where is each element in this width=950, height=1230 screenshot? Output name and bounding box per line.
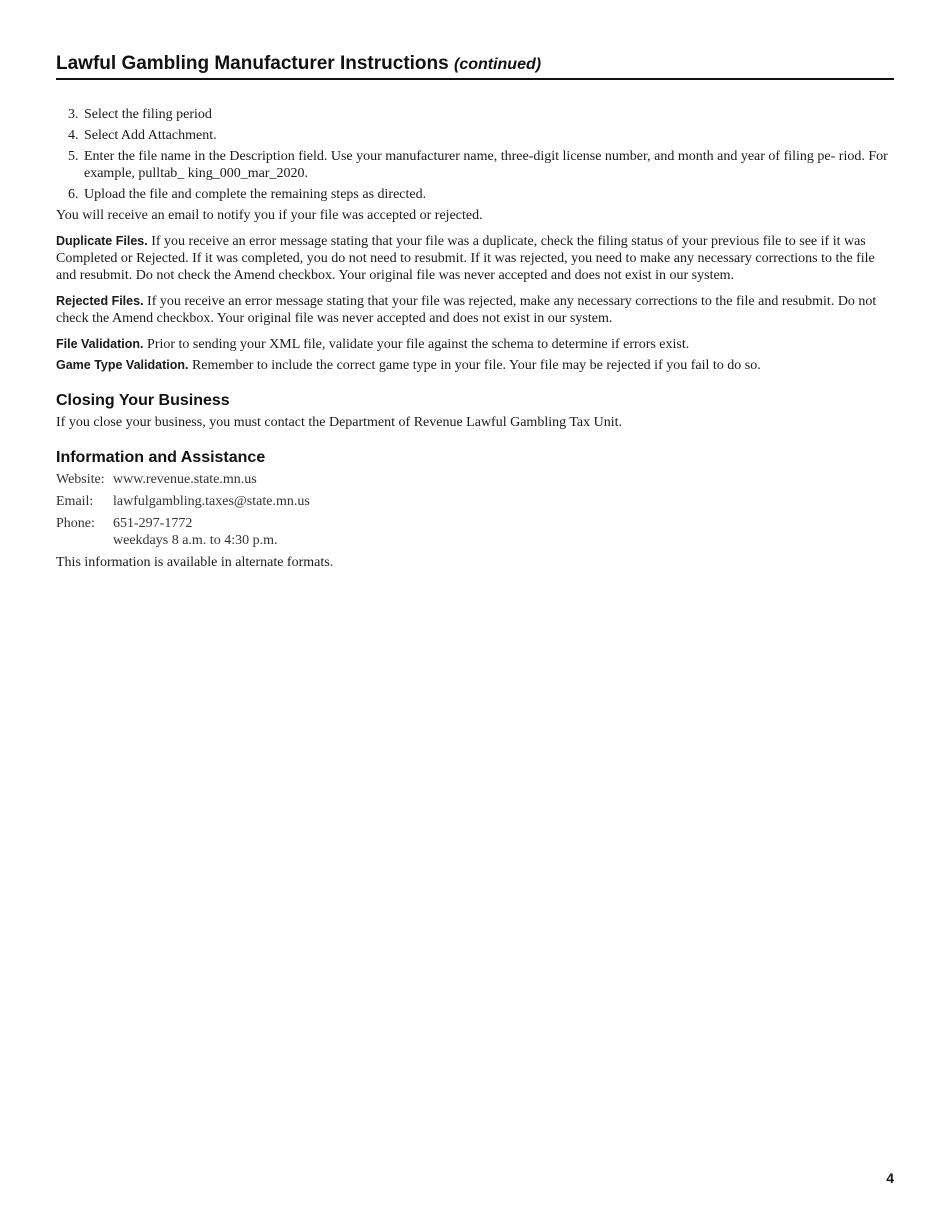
file-validation-text: Prior to sending your XML file, validate your file against the schema to determine if errors exist. — [143, 337, 690, 352]
email-row — [56, 493, 894, 510]
step-text: Enter the file name in the Description field. Use your manufacturer name, three-digit license number, and month and year of filing pe- riod. For example, pulltab_ king_000_mar_2020. — [84, 149, 888, 181]
page-number: 4 — [886, 1170, 894, 1186]
alternate-formats-note: This information is available in alternate formats. — [56, 555, 334, 570]
continued-label: (continued) — [453, 56, 542, 73]
duplicate-files-paragraph — [56, 233, 894, 284]
list-item — [56, 186, 894, 203]
file-validation-paragraph — [56, 336, 894, 353]
closing-paragraph: If you close your business, you must contact the Department of Revenue Lawful Gambling Tax Unit. — [56, 415, 623, 430]
website-label: Website: — [56, 472, 105, 487]
game-type-validation-label: Game Type Validation. — [56, 358, 189, 372]
notify-paragraph: You will receive an email to notify you if your file was accepted or rejected. — [56, 208, 483, 223]
duplicate-files-text: If you receive an error message stating that your file was a duplicate, check the filing status of your previous file to see if it was Completed or Rejected. If it was completed, you do not need to resubmit. If it was rejected, you need to make any necessary corrections to the file and resubmit. Do not check the Amend checkbox. Your original file was never accepted and does not exist in our system. — [56, 234, 875, 283]
phone-label: Phone: — [56, 516, 95, 531]
rejected-files-paragraph — [56, 293, 894, 327]
email-link[interactable]: lawfulgambling.taxes@state.mn.us — [113, 494, 310, 509]
email-label: Email: — [56, 494, 94, 509]
step-number: 3. — [68, 107, 79, 122]
page-title-text: Lawful Gambling Manufacturer Instructions — [56, 53, 449, 74]
step-text: Upload the file and complete the remaining steps as directed. — [84, 187, 427, 202]
step-text: Select Add Attachment. — [84, 128, 217, 143]
step-number: 4. — [68, 128, 79, 143]
info-heading: Information and Assistance — [56, 449, 266, 466]
page-title — [56, 53, 541, 74]
list-item — [56, 106, 894, 123]
game-type-validation-text: Remember to include the correct game type in your file. Your file may be rejected if you fail to do so. — [188, 358, 761, 373]
step-number: 6. — [68, 187, 79, 202]
website-row — [56, 471, 894, 488]
document-page — [56, 52, 894, 571]
list-item — [56, 148, 894, 182]
phone-hours: weekdays 8 a.m. to 4:30 p.m. — [113, 533, 278, 548]
step-number: 5. — [68, 149, 79, 164]
duplicate-files-label: Duplicate Files. — [56, 234, 148, 248]
step-text: Select the filing period — [84, 107, 212, 122]
phone-value — [113, 515, 894, 549]
file-validation-label: File Validation. — [56, 337, 144, 351]
steps-list — [56, 106, 894, 203]
website-link[interactable]: www.revenue.state.mn.us — [113, 472, 257, 487]
rejected-files-label: Rejected Files. — [56, 294, 144, 308]
contact-info — [56, 471, 894, 549]
closing-heading: Closing Your Business — [56, 392, 230, 409]
list-item — [56, 127, 894, 144]
phone-row — [56, 515, 894, 549]
game-type-validation-paragraph — [56, 357, 894, 374]
phone-number: 651-297-1772 — [113, 516, 193, 531]
page-header — [56, 52, 894, 80]
rejected-files-text: If you receive an error message stating that your file was rejected, make any necessary corrections to the file and resubmit. Do not check the Amend checkbox. Your original file was never accepted and does not exist in our system. — [56, 294, 877, 326]
